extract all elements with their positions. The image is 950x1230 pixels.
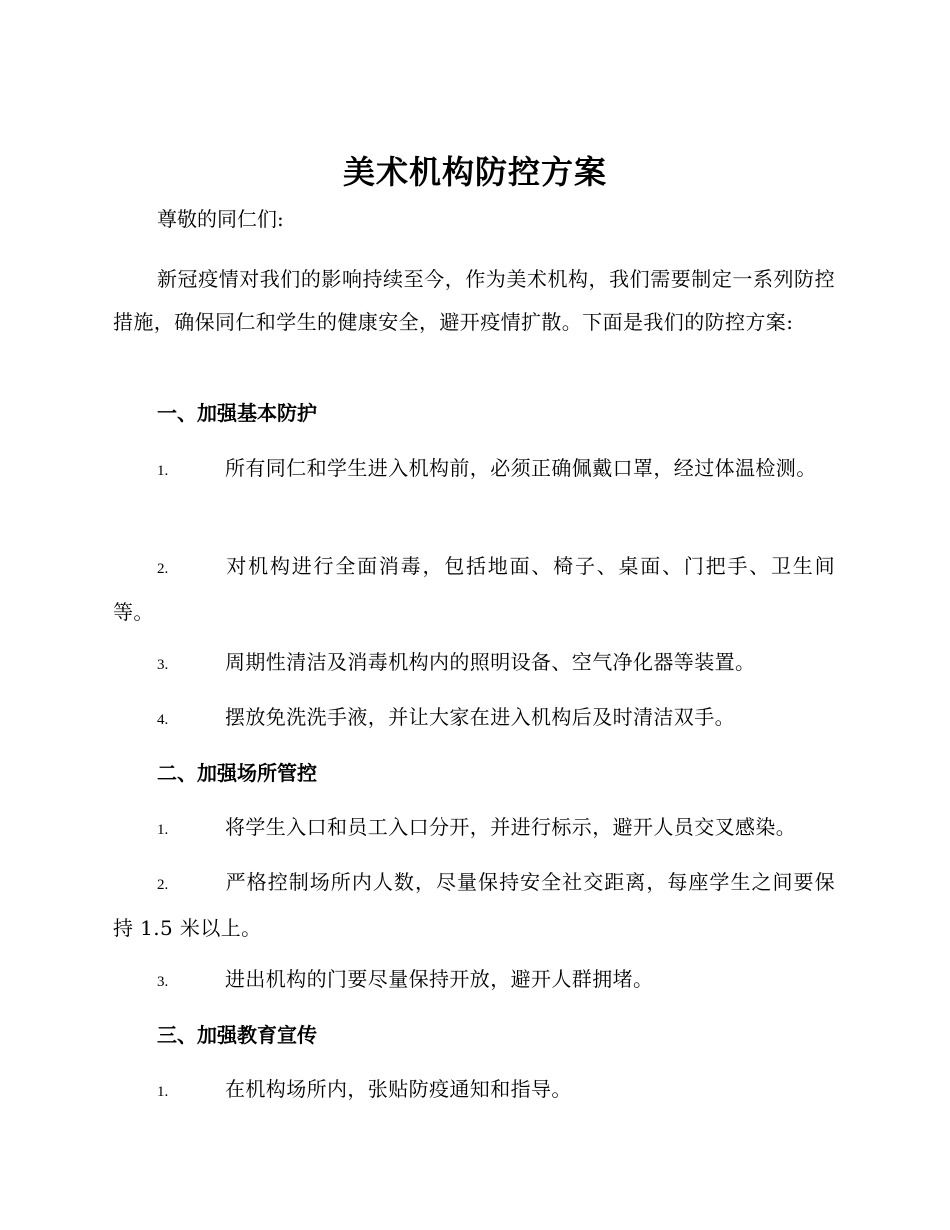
list-item <box>113 806 835 852</box>
list-item-number: 3. <box>157 657 169 673</box>
document-title: 美术机构防控方案 <box>342 153 607 191</box>
section-heading-3: 三、加强教育宣传 <box>157 1023 317 1047</box>
list-item-number: 1. <box>157 463 169 479</box>
list-item-text: 摆放免洗洗手液，并让大家在进入机构后及时清洁双手。 <box>225 705 735 729</box>
list-item <box>113 545 835 634</box>
list-item-text: 严格控制场所内人数，尽量保持安全社交距离，每座学生之间要保持 1.5 米以上。 <box>113 870 835 940</box>
list-item-number: 4. <box>157 712 169 728</box>
section-heading-1: 一、加强基本防护 <box>157 401 317 425</box>
list-item <box>113 696 835 742</box>
list-item-number: 1. <box>157 1084 169 1100</box>
greeting-line: 尊敬的同仁们: <box>157 207 284 231</box>
list-item <box>113 1068 835 1114</box>
intro-paragraph: 新冠疫情对我们的影响持续至今，作为美术机构，我们需要制定一系列防控措施，确保同仁和学生的健康安全，避开疫情扩散。下面是我们的防控方案: <box>113 267 835 334</box>
list-item <box>113 641 835 687</box>
list-item-text: 对机构进行全面消毒，包括地面、椅子、桌面、门把手、卫生间等。 <box>113 554 835 624</box>
list-item-text: 所有同仁和学生进入机构前，必须正确佩戴口罩，经过体温检测。 <box>225 456 817 480</box>
list-item-number: 1. <box>157 822 169 838</box>
list-item-number: 2. <box>157 561 169 577</box>
section-heading-2: 二、加强场所管控 <box>157 761 317 785</box>
list-item-text: 在机构场所内，张贴防疫通知和指导。 <box>225 1077 572 1101</box>
list-item <box>113 447 835 493</box>
list-item <box>113 958 835 1004</box>
list-item-text: 进出机构的门要尽量保持开放，避开人群拥堵。 <box>225 967 654 991</box>
list-item-text: 将学生入口和员工入口分开，并进行标示，避开人员交叉感染。 <box>225 815 797 839</box>
list-item-number: 2. <box>157 877 169 893</box>
list-item <box>113 861 835 950</box>
list-item-text: 周期性清洁及消毒机构内的照明设备、空气净化器等装置。 <box>225 650 756 674</box>
list-item-number: 3. <box>157 974 169 990</box>
